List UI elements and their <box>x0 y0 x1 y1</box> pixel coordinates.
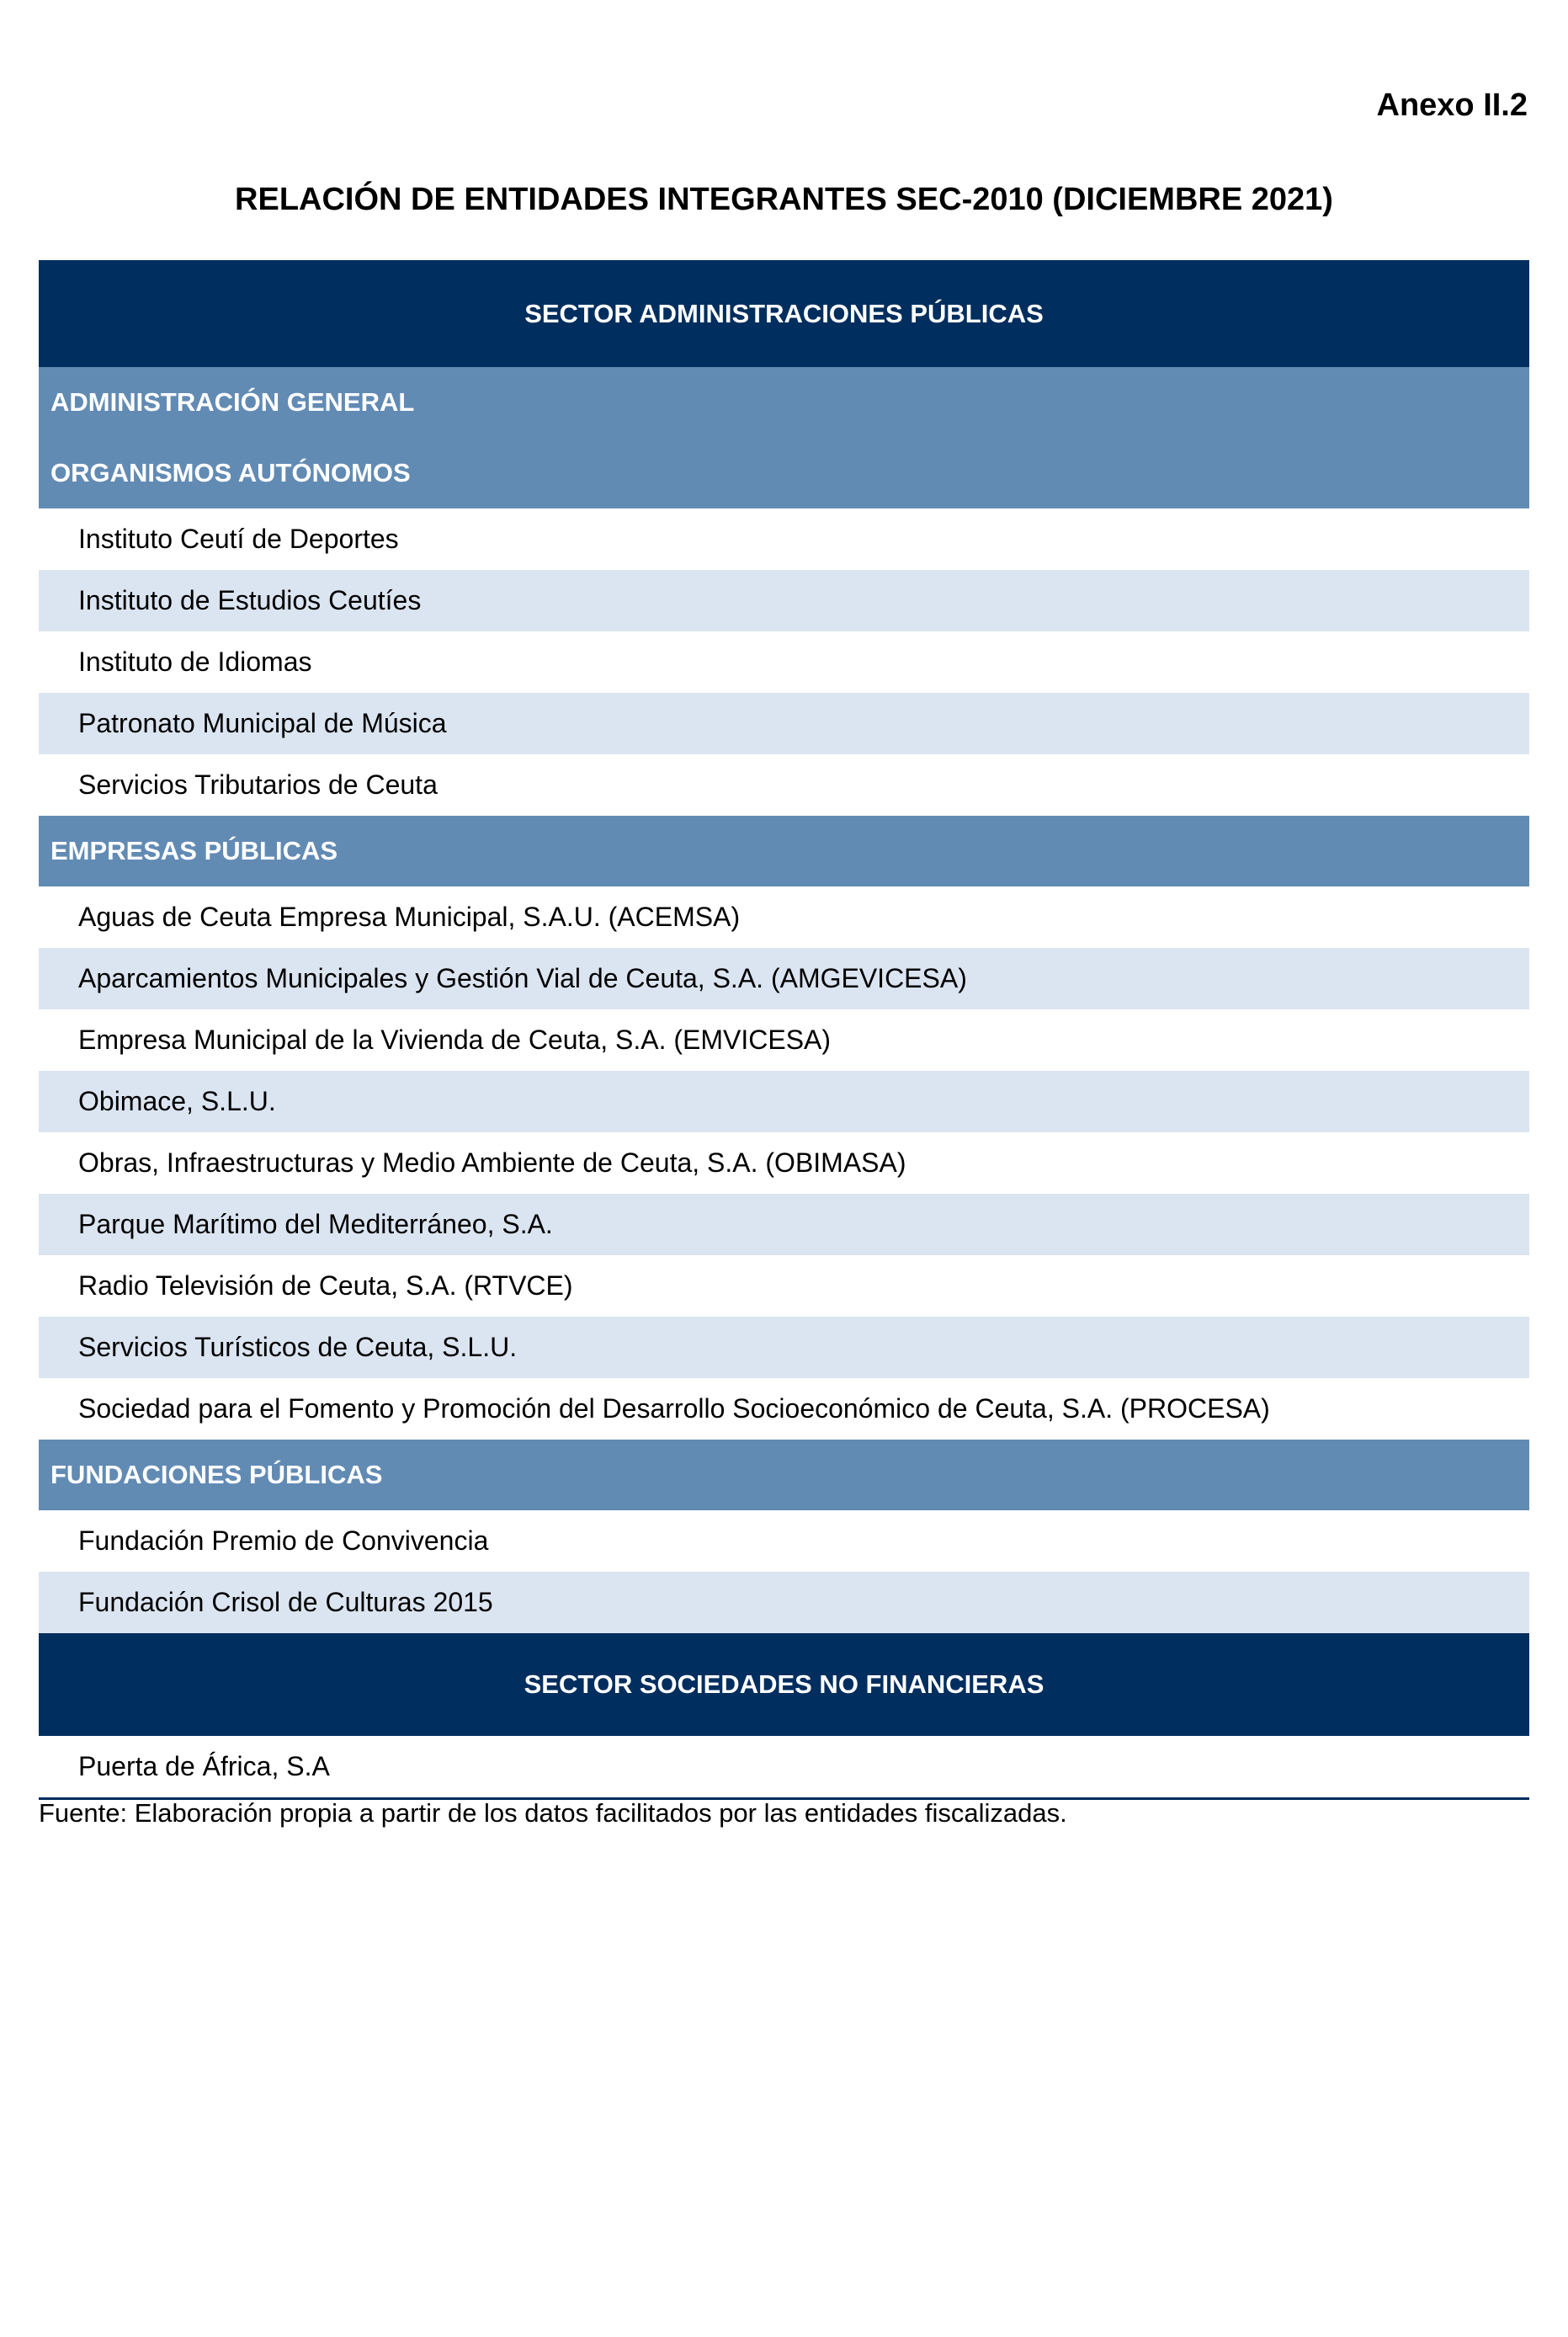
table-row: Servicios Turísticos de Ceuta, S.L.U. <box>39 1317 1529 1378</box>
table-row: Radio Televisión de Ceuta, S.A. (RTVCE) <box>39 1255 1529 1317</box>
entities-table <box>39 260 1529 1800</box>
annex-label: Anexo II.2 <box>1376 88 1528 123</box>
table-row: Instituto de Idiomas <box>39 631 1529 693</box>
table-row: Aguas de Ceuta Empresa Municipal, S.A.U. (ACEMSA) <box>39 886 1529 948</box>
table-row: Instituto Ceutí de Deportes <box>39 508 1529 570</box>
group-header-fundaciones-publicas: FUNDACIONES PÚBLICAS <box>39 1440 1529 1510</box>
table-row: Puerta de África, S.A <box>39 1736 1529 1797</box>
group-header-administracion-general: ADMINISTRACIÓN GENERAL <box>39 367 1529 438</box>
table-row: Empresa Municipal de la Vivienda de Ceuta, S.A. (EMVICESA) <box>39 1009 1529 1071</box>
document-title: RELACIÓN DE ENTIDADES INTEGRANTES SEC-2010 (DICIEMBRE 2021) <box>235 182 1333 217</box>
table-row: Servicios Tributarios de Ceuta <box>39 754 1529 816</box>
table-row: Sociedad para el Fomento y Promoción del Desarrollo Socioeconómico de Ceuta, S.A. (PROCESA) <box>39 1378 1529 1440</box>
sector-header-sociedades-no-financieras: SECTOR SOCIEDADES NO FINANCIERAS <box>39 1633 1529 1736</box>
table-row: Patronato Municipal de Música <box>39 693 1529 754</box>
group-header-organismos-autonomos: ORGANISMOS AUTÓNOMOS <box>39 438 1529 508</box>
table-row: Aparcamientos Municipales y Gestión Vial de Ceuta, S.A. (AMGEVICESA) <box>39 948 1529 1009</box>
table-row: Instituto de Estudios Ceutíes <box>39 570 1529 631</box>
table-row: Parque Marítimo del Mediterráneo, S.A. <box>39 1194 1529 1255</box>
table-row: Fundación Crisol de Culturas 2015 <box>39 1572 1529 1633</box>
table-row: Obimace, S.L.U. <box>39 1071 1529 1132</box>
sector-header-administraciones: SECTOR ADMINISTRACIONES PÚBLICAS <box>39 260 1529 367</box>
table-row: Fundación Premio de Convivencia <box>39 1510 1529 1572</box>
source-footnote: Fuente: Elaboración propia a partir de los datos facilitados por las entidades fiscalizadas. <box>39 1798 1067 1828</box>
table-row: Obras, Infraestructuras y Medio Ambiente de Ceuta, S.A. (OBIMASA) <box>39 1132 1529 1194</box>
group-header-empresas-publicas: EMPRESAS PÚBLICAS <box>39 816 1529 886</box>
